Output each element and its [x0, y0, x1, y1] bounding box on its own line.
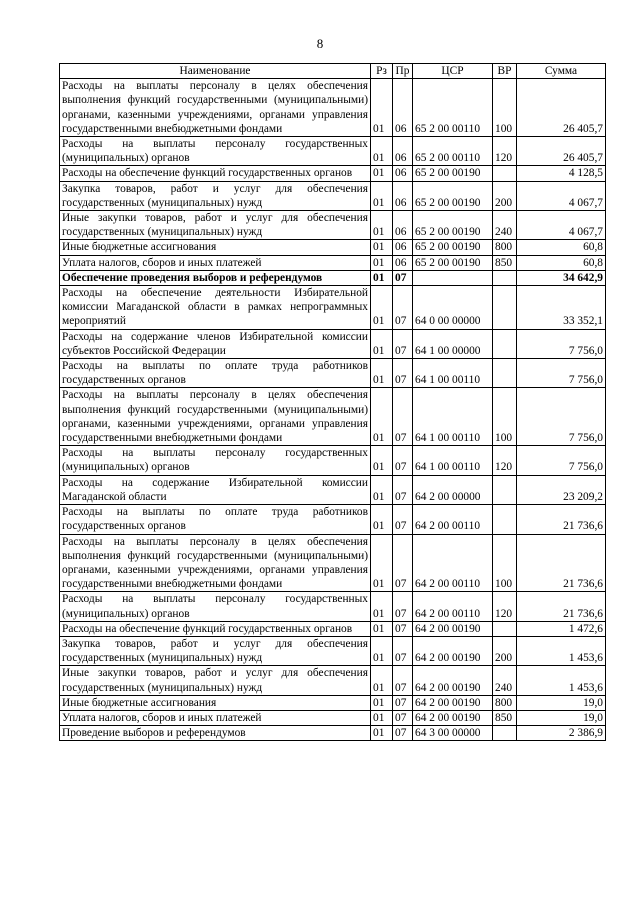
header-name: Наименование	[60, 64, 371, 79]
row-pr: 07	[393, 270, 413, 285]
row-pr: 06	[393, 79, 413, 137]
row-vr: 850	[493, 710, 517, 725]
header-vr: ВР	[493, 64, 517, 79]
row-name: Закупка товаров, работ и услуг для обеспечения государственных (муниципальных) нужд	[60, 181, 371, 210]
row-vr: 800	[493, 240, 517, 255]
row-rz: 01	[371, 181, 393, 210]
row-name: Обеспечение проведения выборов и референдумов	[60, 270, 371, 285]
row-name: Расходы на обеспечение функций государственных органов	[60, 621, 371, 636]
row-csr: 64 3 00 00000	[413, 726, 493, 741]
row-sum: 19,0	[517, 710, 606, 725]
row-csr: 64 1 00 00110	[413, 446, 493, 475]
table-row	[60, 255, 606, 270]
row-name: Проведение выборов и референдумов	[60, 726, 371, 741]
row-vr: 200	[493, 636, 517, 665]
row-sum: 26 405,7	[517, 137, 606, 166]
row-vr	[493, 329, 517, 358]
row-csr: 65 2 00 00110	[413, 79, 493, 137]
row-pr: 07	[393, 695, 413, 710]
row-sum: 21 736,6	[517, 592, 606, 621]
row-vr: 850	[493, 255, 517, 270]
row-sum: 7 756,0	[517, 359, 606, 388]
row-vr: 100	[493, 79, 517, 137]
row-sum: 1 453,6	[517, 636, 606, 665]
row-rz: 01	[371, 211, 393, 240]
row-rz: 01	[371, 137, 393, 166]
row-csr: 65 2 00 00110	[413, 137, 493, 166]
row-sum: 1 453,6	[517, 666, 606, 695]
row-rz: 01	[371, 592, 393, 621]
row-sum: 60,8	[517, 240, 606, 255]
row-pr: 07	[393, 636, 413, 665]
row-name: Расходы на выплаты персоналу государственных (муниципальных) органов	[60, 446, 371, 475]
table-row	[60, 534, 606, 592]
row-pr: 07	[393, 388, 413, 446]
row-sum: 7 756,0	[517, 388, 606, 446]
row-sum: 60,8	[517, 255, 606, 270]
row-pr: 07	[393, 475, 413, 504]
table-row	[60, 475, 606, 504]
row-rz: 01	[371, 621, 393, 636]
row-vr: 240	[493, 666, 517, 695]
row-vr: 100	[493, 388, 517, 446]
table-row	[60, 695, 606, 710]
row-pr: 06	[393, 137, 413, 166]
row-csr: 64 2 00 00190	[413, 636, 493, 665]
row-vr	[493, 359, 517, 388]
row-sum: 4 067,7	[517, 181, 606, 210]
row-name: Расходы на выплаты по оплате труда работников государственных органов	[60, 505, 371, 534]
row-rz: 01	[371, 666, 393, 695]
row-sum: 1 472,6	[517, 621, 606, 636]
row-csr: 65 2 00 00190	[413, 255, 493, 270]
row-pr: 07	[393, 592, 413, 621]
row-sum: 23 209,2	[517, 475, 606, 504]
header-csr: ЦСР	[413, 64, 493, 79]
table-row	[60, 240, 606, 255]
row-name: Расходы на содержание членов Избирательной комиссии субъектов Российской Федерации	[60, 329, 371, 358]
row-name: Иные закупки товаров, работ и услуг для обеспечения государственных (муниципальных) нужд	[60, 211, 371, 240]
row-pr: 07	[393, 505, 413, 534]
table-row	[60, 211, 606, 240]
row-sum: 19,0	[517, 695, 606, 710]
table-row	[60, 329, 606, 358]
row-sum: 7 756,0	[517, 446, 606, 475]
row-rz: 01	[371, 475, 393, 504]
row-vr: 200	[493, 181, 517, 210]
row-vr: 240	[493, 211, 517, 240]
row-name: Закупка товаров, работ и услуг для обеспечения государственных (муниципальных) нужд	[60, 636, 371, 665]
row-vr: 120	[493, 592, 517, 621]
row-vr	[493, 270, 517, 285]
row-sum: 4 128,5	[517, 166, 606, 181]
table-header-row	[60, 64, 606, 79]
row-csr: 65 2 00 00190	[413, 181, 493, 210]
row-csr: 64 2 00 00190	[413, 621, 493, 636]
row-sum: 26 405,7	[517, 79, 606, 137]
row-vr: 120	[493, 137, 517, 166]
table-row	[60, 446, 606, 475]
row-vr	[493, 475, 517, 504]
table-row	[60, 636, 606, 665]
row-csr: 65 2 00 00190	[413, 211, 493, 240]
row-rz: 01	[371, 446, 393, 475]
row-name: Расходы на выплаты персоналу в целях обеспечения выполнения функций государственными (муниципальными) органами, казенными учреждениями, органами управления государственными внебюджетными фондами	[60, 79, 371, 137]
row-pr: 06	[393, 255, 413, 270]
row-pr: 07	[393, 666, 413, 695]
row-sum: 4 067,7	[517, 211, 606, 240]
row-rz: 01	[371, 329, 393, 358]
row-rz: 01	[371, 166, 393, 181]
row-name: Иные закупки товаров, работ и услуг для обеспечения государственных (муниципальных) нужд	[60, 666, 371, 695]
row-pr: 07	[393, 710, 413, 725]
table-row	[60, 270, 606, 285]
row-vr: 100	[493, 534, 517, 592]
row-name: Уплата налогов, сборов и иных платежей	[60, 255, 371, 270]
row-rz: 01	[371, 726, 393, 741]
table-row	[60, 79, 606, 137]
page-number: 8	[316, 36, 324, 51]
row-csr: 64 2 00 00190	[413, 695, 493, 710]
table-row	[60, 505, 606, 534]
row-vr	[493, 286, 517, 330]
row-csr: 64 2 00 00110	[413, 505, 493, 534]
table-row	[60, 137, 606, 166]
row-vr	[493, 726, 517, 741]
row-pr: 06	[393, 181, 413, 210]
row-vr	[493, 505, 517, 534]
row-csr: 64 2 00 00190	[413, 710, 493, 725]
row-sum: 34 642,9	[517, 270, 606, 285]
row-rz: 01	[371, 505, 393, 534]
row-name: Уплата налогов, сборов и иных платежей	[60, 710, 371, 725]
header-sum: Сумма	[517, 64, 606, 79]
table-row	[60, 666, 606, 695]
row-pr: 07	[393, 621, 413, 636]
row-csr: 64 2 00 00110	[413, 534, 493, 592]
row-rz: 01	[371, 255, 393, 270]
row-csr: 64 1 00 00000	[413, 329, 493, 358]
row-rz: 01	[371, 286, 393, 330]
row-rz: 01	[371, 636, 393, 665]
header-rz: Рз	[371, 64, 393, 79]
row-pr: 07	[393, 446, 413, 475]
table-row	[60, 592, 606, 621]
row-rz: 01	[371, 270, 393, 285]
row-sum: 21 736,6	[517, 505, 606, 534]
row-name: Расходы на выплаты персоналу в целях обеспечения выполнения функций государственными (муниципальными) органами, казенными учреждениями, органами управления государственными внебюджетными фондами	[60, 534, 371, 592]
row-sum: 33 352,1	[517, 286, 606, 330]
row-pr: 07	[393, 286, 413, 330]
row-name: Расходы на обеспечение функций государственных органов	[60, 166, 371, 181]
row-csr: 65 2 00 00190	[413, 240, 493, 255]
row-rz: 01	[371, 695, 393, 710]
row-sum: 2 386,9	[517, 726, 606, 741]
row-csr: 65 2 00 00190	[413, 166, 493, 181]
table-row	[60, 621, 606, 636]
row-csr	[413, 270, 493, 285]
table-row	[60, 359, 606, 388]
table-row	[60, 710, 606, 725]
row-pr: 07	[393, 534, 413, 592]
table-row	[60, 388, 606, 446]
row-csr: 64 2 00 00110	[413, 592, 493, 621]
row-rz: 01	[371, 388, 393, 446]
row-pr: 06	[393, 166, 413, 181]
row-rz: 01	[371, 534, 393, 592]
row-name: Расходы на выплаты персоналу в целях обеспечения выполнения функций государственными (муниципальными) органами, казенными учреждениями, органами управления государственными внебюджетными фондами	[60, 388, 371, 446]
row-vr: 800	[493, 695, 517, 710]
row-rz: 01	[371, 710, 393, 725]
table-row	[60, 166, 606, 181]
row-vr	[493, 166, 517, 181]
row-sum: 7 756,0	[517, 329, 606, 358]
row-csr: 64 2 00 00000	[413, 475, 493, 504]
row-name: Расходы на выплаты по оплате труда работников государственных органов	[60, 359, 371, 388]
row-csr: 64 2 00 00190	[413, 666, 493, 695]
row-rz: 01	[371, 359, 393, 388]
row-name: Расходы на обеспечение деятельности Избирательной комиссии Магаданской области в рамках непрограммных мероприятий	[60, 286, 371, 330]
row-pr: 07	[393, 329, 413, 358]
row-name: Расходы на выплаты персоналу государственных (муниципальных) органов	[60, 137, 371, 166]
row-pr: 06	[393, 240, 413, 255]
table-row	[60, 181, 606, 210]
row-name: Расходы на выплаты персоналу государственных (муниципальных) органов	[60, 592, 371, 621]
row-vr: 120	[493, 446, 517, 475]
row-pr: 07	[393, 726, 413, 741]
row-name: Расходы на содержание Избирательной комиссии Магаданской области	[60, 475, 371, 504]
row-csr: 64 0 00 00000	[413, 286, 493, 330]
header-pr: Пр	[393, 64, 413, 79]
row-csr: 64 1 00 00110	[413, 388, 493, 446]
row-sum: 21 736,6	[517, 534, 606, 592]
row-rz: 01	[371, 240, 393, 255]
row-pr: 06	[393, 211, 413, 240]
row-rz: 01	[371, 79, 393, 137]
budget-table	[59, 63, 606, 741]
row-name: Иные бюджетные ассигнования	[60, 240, 371, 255]
row-csr: 64 1 00 00110	[413, 359, 493, 388]
row-name: Иные бюджетные ассигнования	[60, 695, 371, 710]
table-row	[60, 286, 606, 330]
row-vr	[493, 621, 517, 636]
table-row	[60, 726, 606, 741]
row-pr: 07	[393, 359, 413, 388]
